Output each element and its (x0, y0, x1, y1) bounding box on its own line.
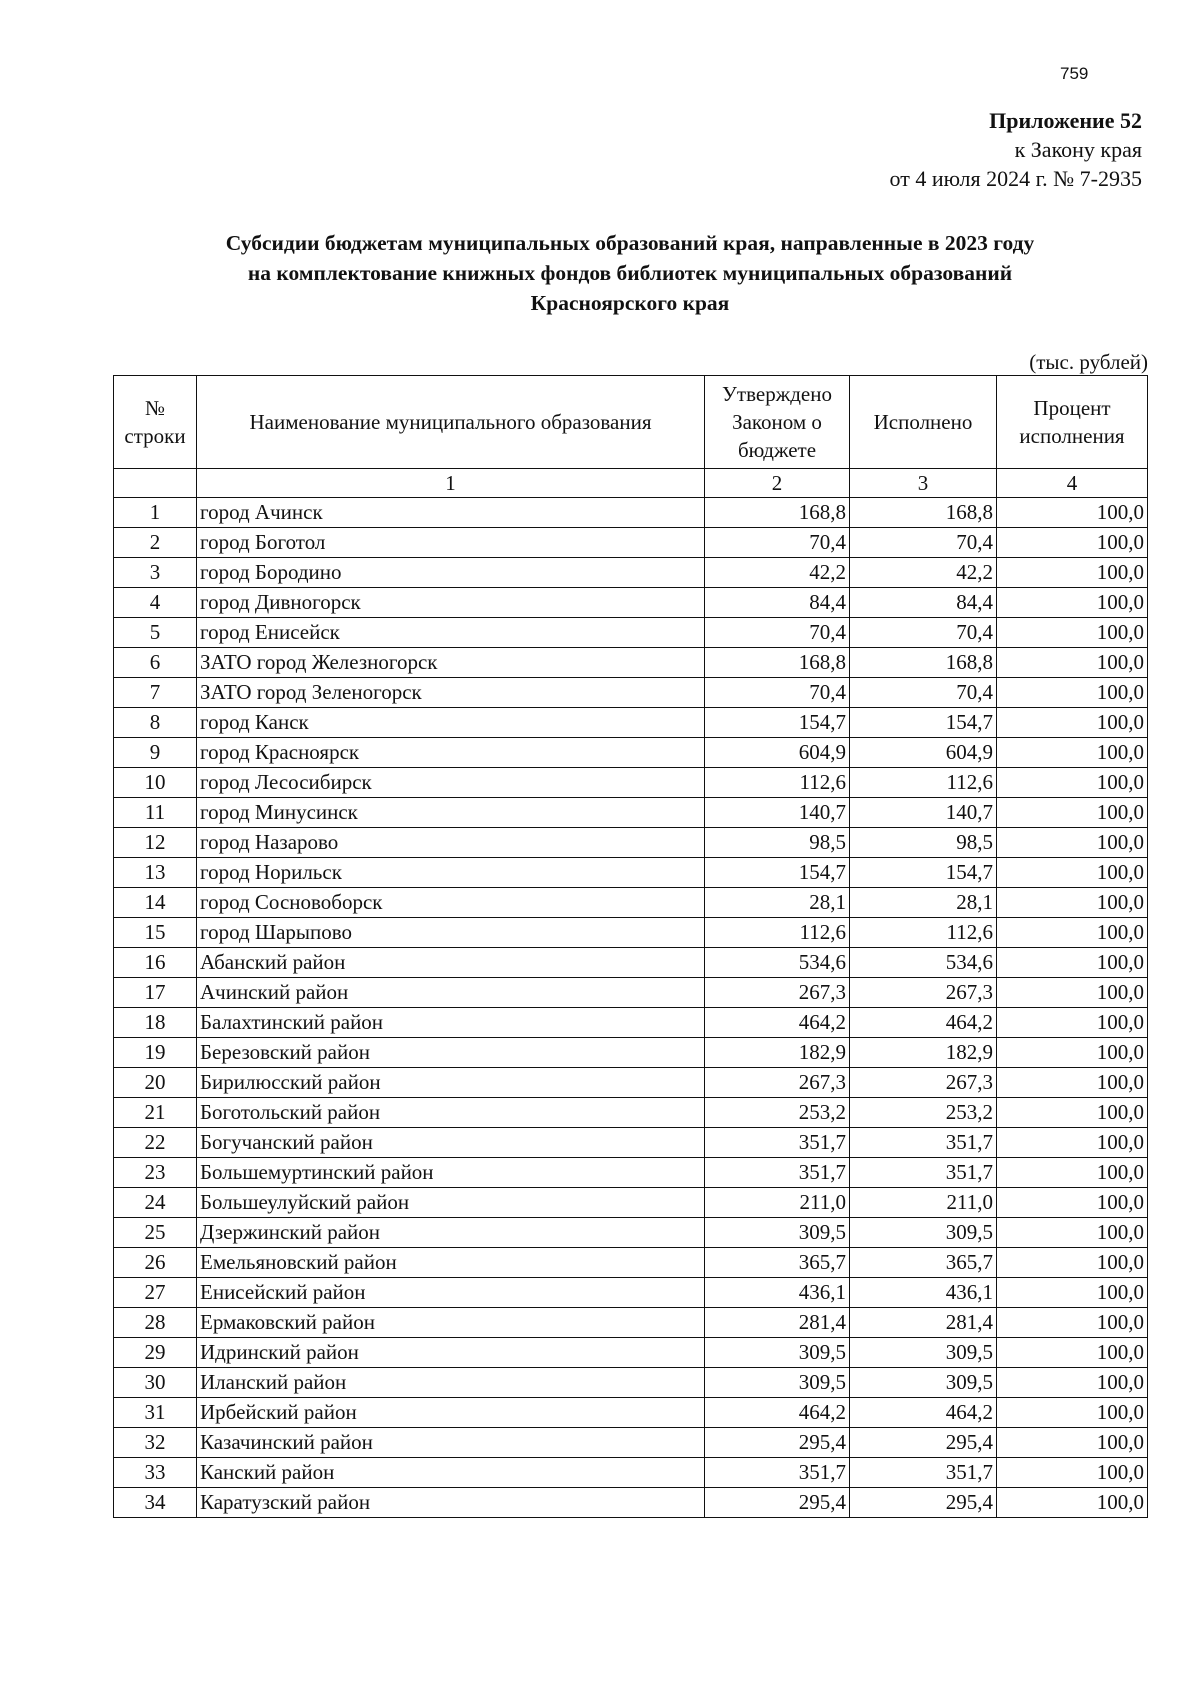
table-row (114, 1038, 1148, 1068)
executed-amount-cell: 42,2 (850, 558, 997, 588)
municipality-name-cell: Казачинский район (197, 1428, 705, 1458)
executed-amount-cell: 70,4 (850, 678, 997, 708)
municipality-name-cell: Канский район (197, 1458, 705, 1488)
table-row (114, 1128, 1148, 1158)
row-number-cell: 27 (114, 1278, 197, 1308)
percent-cell: 100,0 (997, 1338, 1148, 1368)
percent-cell: 100,0 (997, 1458, 1148, 1488)
executed-amount-cell: 351,7 (850, 1458, 997, 1488)
approved-amount-cell: 464,2 (705, 1008, 850, 1038)
row-number-cell: 29 (114, 1338, 197, 1368)
executed-amount-cell: 182,9 (850, 1038, 997, 1068)
executed-amount-cell: 281,4 (850, 1308, 997, 1338)
executed-amount-cell: 365,7 (850, 1248, 997, 1278)
row-number-cell: 17 (114, 978, 197, 1008)
percent-cell: 100,0 (997, 1128, 1148, 1158)
table-row (114, 1248, 1148, 1278)
percent-cell: 100,0 (997, 1488, 1148, 1518)
table-row (114, 918, 1148, 948)
table-row (114, 1458, 1148, 1488)
percent-cell: 100,0 (997, 798, 1148, 828)
approved-amount-cell: 365,7 (705, 1248, 850, 1278)
row-number-cell: 4 (114, 588, 197, 618)
approved-amount-cell: 309,5 (705, 1218, 850, 1248)
table-row (114, 1098, 1148, 1128)
approved-amount-cell: 70,4 (705, 678, 850, 708)
approved-amount-cell: 267,3 (705, 1068, 850, 1098)
row-number-cell: 25 (114, 1218, 197, 1248)
municipality-name-cell: город Красноярск (197, 738, 705, 768)
municipality-name-cell: город Шарыпово (197, 918, 705, 948)
approved-amount-cell: 604,9 (705, 738, 850, 768)
executed-amount-cell: 295,4 (850, 1428, 997, 1458)
percent-cell: 100,0 (997, 1068, 1148, 1098)
municipality-name-cell: город Бородино (197, 558, 705, 588)
approved-amount-cell: 182,9 (705, 1038, 850, 1068)
table-row (114, 1368, 1148, 1398)
row-number-cell: 26 (114, 1248, 197, 1278)
row-number-cell: 3 (114, 558, 197, 588)
percent-cell: 100,0 (997, 918, 1148, 948)
executed-amount-cell: 351,7 (850, 1128, 997, 1158)
municipality-name-cell: ЗАТО город Зеленогорск (197, 678, 705, 708)
table-row (114, 858, 1148, 888)
percent-cell: 100,0 (997, 1038, 1148, 1068)
percent-cell: 100,0 (997, 1098, 1148, 1128)
municipality-name-cell: Боготольский район (197, 1098, 705, 1128)
row-number-cell: 12 (114, 828, 197, 858)
approved-amount-cell: 168,8 (705, 648, 850, 678)
approved-amount-cell: 295,4 (705, 1488, 850, 1518)
approved-amount-cell: 154,7 (705, 858, 850, 888)
executed-amount-cell: 253,2 (850, 1098, 997, 1128)
municipality-name-cell: город Дивногорск (197, 588, 705, 618)
approved-amount-cell: 351,7 (705, 1458, 850, 1488)
percent-cell: 100,0 (997, 1188, 1148, 1218)
row-number-cell: 30 (114, 1368, 197, 1398)
municipality-name-cell: город Сосновоборск (197, 888, 705, 918)
row-number-cell: 28 (114, 1308, 197, 1338)
percent-cell: 100,0 (997, 678, 1148, 708)
municipality-name-cell: город Канск (197, 708, 705, 738)
municipality-name-cell: ЗАТО город Железногорск (197, 648, 705, 678)
table-row (114, 1188, 1148, 1218)
row-number-cell: 23 (114, 1158, 197, 1188)
executed-amount-cell: 436,1 (850, 1278, 997, 1308)
table-row (114, 828, 1148, 858)
document-title (110, 228, 1150, 318)
executed-amount-cell: 534,6 (850, 948, 997, 978)
executed-amount-cell: 267,3 (850, 1068, 997, 1098)
header-approved: Утверждено Законом о бюджете (705, 376, 850, 469)
page-number: 759 (1060, 64, 1089, 83)
executed-amount-cell: 464,2 (850, 1008, 997, 1038)
municipality-name-cell: Емельяновский район (197, 1248, 705, 1278)
table-row (114, 888, 1148, 918)
row-number-cell: 9 (114, 738, 197, 768)
row-number-cell: 14 (114, 888, 197, 918)
header-percent: Процент исполнения (997, 376, 1148, 469)
table-row (114, 1068, 1148, 1098)
appendix-law-ref: к Закону края (1014, 137, 1142, 162)
percent-cell: 100,0 (997, 828, 1148, 858)
table-row (114, 1218, 1148, 1248)
municipality-name-cell: Березовский район (197, 1038, 705, 1068)
municipality-name-cell: Богучанский район (197, 1128, 705, 1158)
municipality-name-cell: город Норильск (197, 858, 705, 888)
executed-amount-cell: 309,5 (850, 1368, 997, 1398)
executed-amount-cell: 267,3 (850, 978, 997, 1008)
column-number: 2 (705, 469, 850, 498)
executed-amount-cell: 84,4 (850, 588, 997, 618)
approved-amount-cell: 211,0 (705, 1188, 850, 1218)
approved-amount-cell: 436,1 (705, 1278, 850, 1308)
table-row (114, 948, 1148, 978)
row-number-cell: 32 (114, 1428, 197, 1458)
percent-cell: 100,0 (997, 738, 1148, 768)
approved-amount-cell: 351,7 (705, 1128, 850, 1158)
table-row (114, 1008, 1148, 1038)
approved-amount-cell: 84,4 (705, 588, 850, 618)
table-row (114, 1338, 1148, 1368)
executed-amount-cell: 295,4 (850, 1488, 997, 1518)
percent-cell: 100,0 (997, 768, 1148, 798)
approved-amount-cell: 351,7 (705, 1158, 850, 1188)
table-row (114, 648, 1148, 678)
municipality-name-cell: Идринский район (197, 1338, 705, 1368)
municipality-name-cell: город Лесосибирск (197, 768, 705, 798)
approved-amount-cell: 309,5 (705, 1368, 850, 1398)
table-row (114, 738, 1148, 768)
percent-cell: 100,0 (997, 858, 1148, 888)
document-title-line: Красноярского края (530, 291, 730, 315)
row-number-cell: 31 (114, 1398, 197, 1428)
municipality-name-cell: Ачинский район (197, 978, 705, 1008)
table-row (114, 678, 1148, 708)
header-executed: Исполнено (850, 376, 997, 469)
table-row (114, 558, 1148, 588)
executed-amount-cell: 112,6 (850, 918, 997, 948)
percent-cell: 100,0 (997, 1428, 1148, 1458)
approved-amount-cell: 309,5 (705, 1338, 850, 1368)
column-number-blank (114, 469, 197, 498)
percent-cell: 100,0 (997, 1218, 1148, 1248)
document-title-line: на комплектование книжных фондов библиотек муниципальных образований (247, 261, 1013, 285)
approved-amount-cell: 295,4 (705, 1428, 850, 1458)
table-body (114, 498, 1148, 1518)
executed-amount-cell: 28,1 (850, 888, 997, 918)
executed-amount-cell: 140,7 (850, 798, 997, 828)
approved-amount-cell: 112,6 (705, 918, 850, 948)
appendix-block (890, 106, 1142, 193)
header-municipality-name: Наименование муниципального образования (197, 376, 705, 469)
approved-amount-cell: 140,7 (705, 798, 850, 828)
municipality-name-cell: Большеулуйский район (197, 1188, 705, 1218)
row-number-cell: 18 (114, 1008, 197, 1038)
municipality-name-cell: Каратузский район (197, 1488, 705, 1518)
municipality-name-cell: город Минусинск (197, 798, 705, 828)
municipality-name-cell: Балахтинский район (197, 1008, 705, 1038)
municipality-name-cell: Ирбейский район (197, 1398, 705, 1428)
approved-amount-cell: 154,7 (705, 708, 850, 738)
approved-amount-cell: 464,2 (705, 1398, 850, 1428)
row-number-cell: 20 (114, 1068, 197, 1098)
table-row (114, 1428, 1148, 1458)
approved-amount-cell: 98,5 (705, 828, 850, 858)
row-number-cell: 7 (114, 678, 197, 708)
municipality-name-cell: город Боготол (197, 528, 705, 558)
percent-cell: 100,0 (997, 708, 1148, 738)
row-number-cell: 5 (114, 618, 197, 648)
executed-amount-cell: 98,5 (850, 828, 997, 858)
municipality-name-cell: город Енисейск (197, 618, 705, 648)
row-number-cell: 8 (114, 708, 197, 738)
row-number-cell: 24 (114, 1188, 197, 1218)
executed-amount-cell: 168,8 (850, 498, 997, 528)
table-row (114, 1488, 1148, 1518)
municipality-name-cell: Ермаковский район (197, 1308, 705, 1338)
row-number-cell: 10 (114, 768, 197, 798)
appendix-law-date: от 4 июля 2024 г. № 7-2935 (889, 166, 1142, 191)
table-header-row (114, 376, 1148, 469)
approved-amount-cell: 28,1 (705, 888, 850, 918)
row-number-cell: 33 (114, 1458, 197, 1488)
approved-amount-cell: 267,3 (705, 978, 850, 1008)
approved-amount-cell: 168,8 (705, 498, 850, 528)
municipality-name-cell: город Ачинск (197, 498, 705, 528)
header-row-number: № строки (114, 376, 197, 469)
municipality-name-cell: Большемуртинский район (197, 1158, 705, 1188)
approved-amount-cell: 42,2 (705, 558, 850, 588)
percent-cell: 100,0 (997, 1278, 1148, 1308)
row-number-cell: 21 (114, 1098, 197, 1128)
percent-cell: 100,0 (997, 1248, 1148, 1278)
percent-cell: 100,0 (997, 648, 1148, 678)
table-row (114, 978, 1148, 1008)
executed-amount-cell: 464,2 (850, 1398, 997, 1428)
column-number: 3 (850, 469, 997, 498)
approved-amount-cell: 253,2 (705, 1098, 850, 1128)
percent-cell: 100,0 (997, 588, 1148, 618)
percent-cell: 100,0 (997, 528, 1148, 558)
percent-cell: 100,0 (997, 1398, 1148, 1428)
percent-cell: 100,0 (997, 1308, 1148, 1338)
table-row (114, 1158, 1148, 1188)
approved-amount-cell: 281,4 (705, 1308, 850, 1338)
table-row (114, 708, 1148, 738)
municipality-name-cell: город Назарово (197, 828, 705, 858)
executed-amount-cell: 604,9 (850, 738, 997, 768)
row-number-cell: 15 (114, 918, 197, 948)
approved-amount-cell: 70,4 (705, 618, 850, 648)
executed-amount-cell: 211,0 (850, 1188, 997, 1218)
row-number-cell: 6 (114, 648, 197, 678)
row-number-cell: 13 (114, 858, 197, 888)
column-number-row (114, 469, 1148, 498)
subsidies-table (113, 375, 1148, 1518)
column-number: 1 (197, 469, 705, 498)
executed-amount-cell: 70,4 (850, 528, 997, 558)
percent-cell: 100,0 (997, 558, 1148, 588)
executed-amount-cell: 168,8 (850, 648, 997, 678)
units-label: (тыс. рублей) (1029, 350, 1148, 374)
table-row (114, 1308, 1148, 1338)
percent-cell: 100,0 (997, 618, 1148, 648)
municipality-name-cell: Абанский район (197, 948, 705, 978)
executed-amount-cell: 70,4 (850, 618, 997, 648)
approved-amount-cell: 70,4 (705, 528, 850, 558)
municipality-name-cell: Дзержинский район (197, 1218, 705, 1248)
table-row (114, 1398, 1148, 1428)
row-number-cell: 1 (114, 498, 197, 528)
municipality-name-cell: Енисейский район (197, 1278, 705, 1308)
table-row (114, 768, 1148, 798)
table-row (114, 588, 1148, 618)
percent-cell: 100,0 (997, 978, 1148, 1008)
table-row (114, 798, 1148, 828)
percent-cell: 100,0 (997, 1158, 1148, 1188)
approved-amount-cell: 534,6 (705, 948, 850, 978)
row-number-cell: 19 (114, 1038, 197, 1068)
row-number-cell: 2 (114, 528, 197, 558)
column-number: 4 (997, 469, 1148, 498)
executed-amount-cell: 351,7 (850, 1158, 997, 1188)
row-number-cell: 22 (114, 1128, 197, 1158)
executed-amount-cell: 112,6 (850, 768, 997, 798)
document-title-line: Субсидии бюджетам муниципальных образований края, направленные в 2023 году (225, 231, 1035, 255)
executed-amount-cell: 154,7 (850, 708, 997, 738)
row-number-cell: 16 (114, 948, 197, 978)
table-row (114, 1278, 1148, 1308)
row-number-cell: 34 (114, 1488, 197, 1518)
table-row (114, 498, 1148, 528)
percent-cell: 100,0 (997, 948, 1148, 978)
municipality-name-cell: Иланский район (197, 1368, 705, 1398)
appendix-title: Приложение 52 (989, 108, 1142, 133)
table-row (114, 618, 1148, 648)
executed-amount-cell: 309,5 (850, 1338, 997, 1368)
table-row (114, 528, 1148, 558)
executed-amount-cell: 154,7 (850, 858, 997, 888)
percent-cell: 100,0 (997, 1008, 1148, 1038)
approved-amount-cell: 112,6 (705, 768, 850, 798)
executed-amount-cell: 309,5 (850, 1218, 997, 1248)
percent-cell: 100,0 (997, 1368, 1148, 1398)
municipality-name-cell: Бирилюсский район (197, 1068, 705, 1098)
percent-cell: 100,0 (997, 498, 1148, 528)
row-number-cell: 11 (114, 798, 197, 828)
percent-cell: 100,0 (997, 888, 1148, 918)
